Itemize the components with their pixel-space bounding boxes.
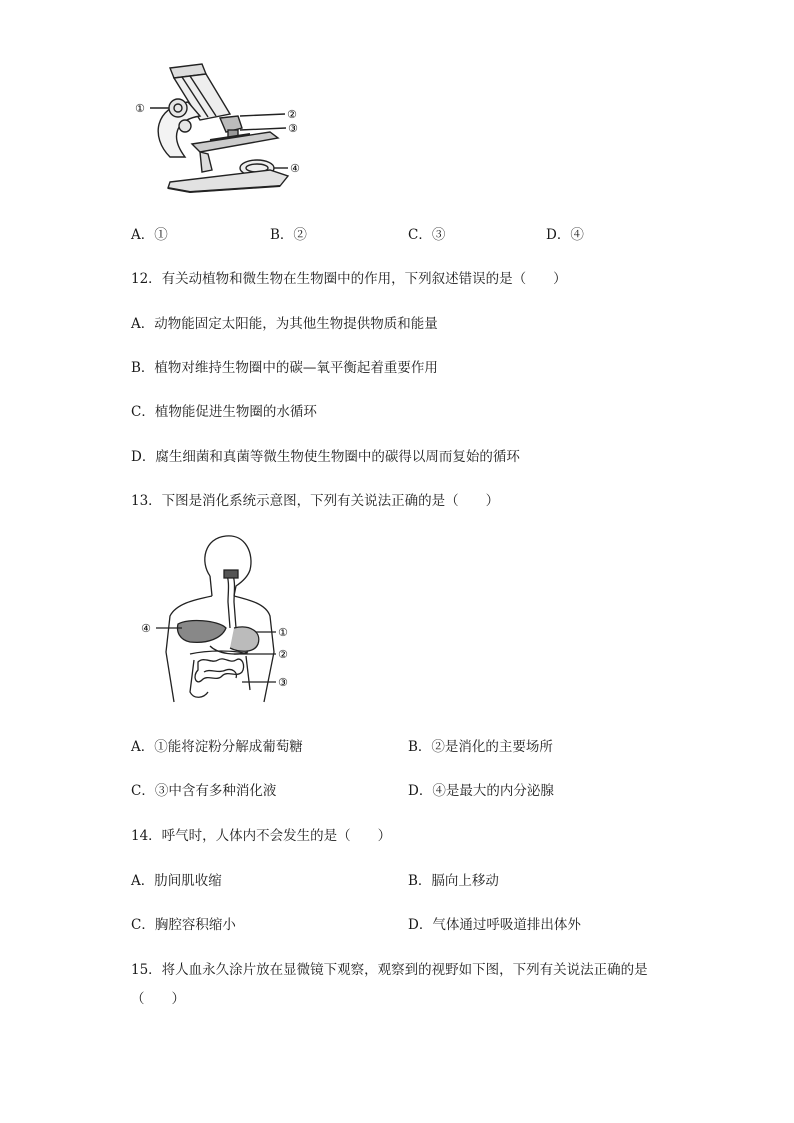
q14-option-a[interactable]: A．肋间肌收缩 [131, 873, 222, 889]
q13-option-a[interactable]: A．①能将淀粉分解成葡萄糖 [131, 739, 303, 755]
q11-option-a[interactable]: A．① [131, 227, 168, 243]
q15-stem-line1: 15．将人血永久涂片放在显微镜下观察，观察到的视野如下图，下列有关说法正确的是 [131, 962, 648, 978]
digestive-system-drawing [138, 532, 298, 712]
q12-option-c[interactable]: C．植物能促进生物圈的水循环 [131, 404, 317, 420]
q13-stem: 13．下图是消化系统示意图，下列有关说法正确的是（ ） [131, 493, 500, 509]
digestive-label-3: ③ [278, 676, 288, 689]
q12-option-d[interactable]: D．腐生细菌和真菌等微生物使生物圈中的碳得以周而复始的循环 [131, 449, 520, 465]
microscope-label-4: ④ [290, 162, 300, 175]
q11-option-c[interactable]: C．③ [408, 227, 446, 243]
microscope-figure [130, 62, 305, 197]
microscope-label-1: ① [135, 102, 145, 115]
q12-option-b[interactable]: B．植物对维持生物圈中的碳—氧平衡起着重要作用 [131, 360, 438, 376]
microscope-label-3: ③ [288, 122, 298, 135]
microscope-label-2: ② [287, 108, 297, 121]
q13-option-c[interactable]: C．③中含有多种消化液 [131, 783, 277, 799]
digestive-system-figure [138, 532, 298, 712]
q12-option-a[interactable]: A．动物能固定太阳能，为其他生物提供物质和能量 [131, 316, 438, 332]
digestive-label-2: ② [278, 648, 288, 661]
q13-option-b[interactable]: B．②是消化的主要场所 [408, 739, 553, 755]
q14-option-d[interactable]: D．气体通过呼吸道排出体外 [408, 917, 581, 933]
q14-stem: 14．呼气时，人体内不会发生的是（ ） [131, 828, 392, 844]
q11-option-d[interactable]: D．④ [546, 227, 584, 243]
microscope-drawing [130, 62, 305, 197]
q14-option-b[interactable]: B．膈向上移动 [408, 873, 499, 889]
q13-option-d[interactable]: D．④是最大的内分泌腺 [408, 783, 554, 799]
q11-option-b[interactable]: B．② [270, 227, 307, 243]
digestive-label-4: ④ [141, 622, 151, 635]
digestive-label-1: ① [278, 626, 288, 639]
q12-stem: 12．有关动植物和微生物在生物圈中的作用，下列叙述错误的是（ ） [131, 271, 567, 287]
q14-option-c[interactable]: C．胸腔容积缩小 [131, 917, 236, 933]
q15-stem-line2: （ ） [131, 991, 185, 1007]
